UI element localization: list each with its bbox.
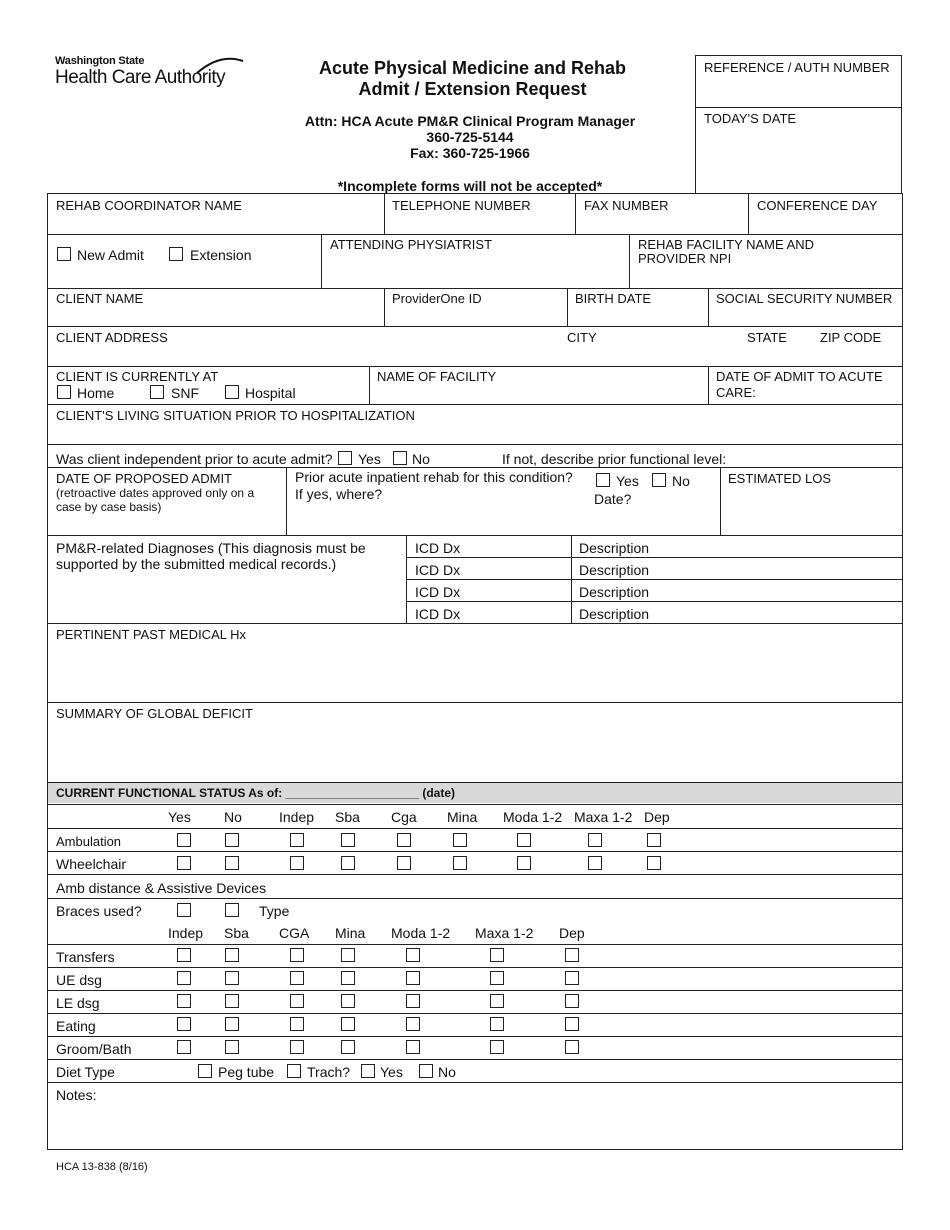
transfers-mina-checkbox[interactable]: [341, 948, 355, 962]
braces-no-checkbox[interactable]: [225, 903, 239, 917]
groom-bath-maxa-checkbox[interactable]: [490, 1040, 504, 1054]
birth-date-field[interactable]: [568, 307, 707, 325]
ue-dsg-label: UE dsg: [56, 972, 102, 988]
ambulation-maxa-checkbox[interactable]: [588, 833, 602, 847]
extension-label: Extension: [190, 247, 252, 263]
amb-distance-label: Amb distance & Assistive Devices: [56, 880, 267, 896]
estimated-los-label: ESTIMATED LOS: [728, 471, 832, 486]
todays-date-label: TODAY'S DATE: [704, 111, 797, 126]
hca-logo: [55, 55, 245, 95]
functional-status-title: CURRENT FUNCTIONAL STATUS As of: ____________________ (date): [56, 786, 456, 800]
ue-dsg-indep-checkbox[interactable]: [177, 971, 191, 985]
medical-hx-field[interactable]: [48, 643, 901, 701]
new-admit-checkbox[interactable]: [57, 247, 71, 261]
col-header: Sba: [335, 809, 360, 825]
birth-date-label: BIRTH DATE: [575, 291, 652, 306]
home-label: Home: [77, 385, 115, 401]
ambulation-mina-checkbox[interactable]: [453, 833, 467, 847]
independent-yes-checkbox[interactable]: [338, 451, 352, 465]
icd-dx-label: ICD Dx: [415, 606, 461, 622]
icd-dx-field[interactable]: [470, 603, 570, 622]
transfers-label: Transfers: [56, 949, 115, 965]
ue-dsg-maxa-checkbox[interactable]: [490, 971, 504, 985]
form-title-line2: Admit / Extension Request: [358, 79, 587, 99]
medical-hx-label: PERTINENT PAST MEDICAL Hx: [56, 627, 246, 642]
peg-tube-label: Peg tube: [218, 1064, 275, 1080]
description-label: Description: [579, 562, 650, 578]
icd-dx-field[interactable]: [470, 559, 570, 578]
ambulation-sba-checkbox[interactable]: [341, 833, 355, 847]
icd-dx-field[interactable]: [470, 581, 570, 600]
description-field[interactable]: [660, 581, 901, 600]
trach-yes-label: Yes: [380, 1064, 403, 1080]
col-header: Yes: [168, 809, 191, 825]
admit-acute-label-1: DATE OF ADMIT TO ACUTE: [716, 369, 883, 384]
estimated-los-field[interactable]: [721, 488, 901, 534]
braces-type-field[interactable]: [295, 900, 901, 920]
icd-dx-field[interactable]: [470, 537, 570, 556]
col-header: Dep: [644, 809, 670, 825]
attending-physiatrist-label: ATTENDING PHYSIATRIST: [330, 237, 493, 252]
conference-day-label: CONFERENCE DAY: [757, 198, 878, 213]
le-dsg-sba-checkbox[interactable]: [225, 994, 239, 1008]
ambulation-dep-checkbox[interactable]: [647, 833, 661, 847]
rehab-facility-field[interactable]: [630, 267, 901, 287]
wheelchair-label: Wheelchair: [56, 856, 127, 872]
client-address-label: CLIENT ADDRESS: [56, 330, 168, 345]
diet-type-label: Diet Type: [56, 1064, 115, 1080]
eating-dep-checkbox[interactable]: [565, 1017, 579, 1031]
ssn-label: SOCIAL SECURITY NUMBER: [716, 291, 893, 306]
wheelchair-moda-checkbox[interactable]: [517, 856, 531, 870]
transfers-sba-checkbox[interactable]: [225, 948, 239, 962]
le-dsg-indep-checkbox[interactable]: [177, 994, 191, 1008]
global-deficit-label: SUMMARY OF GLOBAL DEFICIT: [56, 706, 253, 721]
rehab-facility-label-1: REHAB FACILITY NAME AND: [638, 237, 815, 252]
col-header: Dep: [559, 925, 585, 941]
logo-line1: Washington State: [55, 55, 145, 67]
wheelchair-indep-checkbox[interactable]: [290, 856, 304, 870]
peg-tube-checkbox[interactable]: [198, 1064, 212, 1078]
groom-bath-cga-checkbox[interactable]: [290, 1040, 304, 1054]
prior-rehab-where-field[interactable]: [287, 503, 587, 534]
city-field[interactable]: [560, 346, 740, 365]
trach-no-checkbox[interactable]: [419, 1064, 433, 1078]
groom-bath-mina-checkbox[interactable]: [341, 1040, 355, 1054]
icd-dx-label: ICD Dx: [415, 540, 461, 556]
independent-no-checkbox[interactable]: [393, 451, 407, 465]
description-label: Description: [579, 584, 650, 600]
if-yes-where-label: If yes, where?: [295, 486, 383, 502]
admit-acute-date-field[interactable]: [756, 384, 901, 403]
groom-bath-dep-checkbox[interactable]: [565, 1040, 579, 1054]
retroactive-note-2: case by case basis): [56, 500, 162, 514]
wheelchair-yes-checkbox[interactable]: [177, 856, 191, 870]
client-name-field[interactable]: [48, 307, 383, 325]
form-title-line1: Acute Physical Medicine and Rehab: [318, 58, 627, 78]
prior-rehab-question: Prior acute inpatient rehab for this condition?: [295, 469, 573, 485]
ue-dsg-mina-checkbox[interactable]: [341, 971, 355, 985]
state-field[interactable]: [742, 346, 812, 365]
le-dsg-label: LE dsg: [56, 995, 100, 1011]
eating-indep-checkbox[interactable]: [177, 1017, 191, 1031]
client-address-field[interactable]: [48, 346, 558, 365]
prior-rehab-date-label: Date?: [594, 491, 632, 507]
col-header: Moda 1-2: [391, 925, 451, 941]
col-header: Cga: [391, 809, 417, 825]
eating-maxa-checkbox[interactable]: [490, 1017, 504, 1031]
fax-number-label: FAX NUMBER: [584, 198, 669, 213]
ue-dsg-sba-checkbox[interactable]: [225, 971, 239, 985]
braces-label: Braces used?: [56, 903, 142, 919]
fax-line: Fax: 360-725-1966: [410, 145, 530, 161]
proposed-admit-field[interactable]: [48, 515, 285, 534]
ssn-field[interactable]: [709, 307, 901, 325]
snf-checkbox[interactable]: [150, 385, 164, 399]
admit-acute-label-2: CARE:: [716, 385, 756, 400]
le-dsg-moda-checkbox[interactable]: [406, 994, 420, 1008]
telephone-label: TELEPHONE NUMBER: [392, 198, 531, 213]
col-header: Indep: [279, 809, 315, 825]
rehab-coordinator-field[interactable]: [48, 214, 383, 233]
independent-question: Was client independent prior to acute admit?: [56, 451, 333, 467]
ambulation-label: Ambulation: [56, 834, 122, 849]
eating-label: Eating: [56, 1018, 96, 1034]
prior-rehab-no-checkbox[interactable]: [652, 473, 666, 487]
state-label: STATE: [747, 330, 787, 345]
transfers-cga-checkbox[interactable]: [290, 948, 304, 962]
eating-cga-checkbox[interactable]: [290, 1017, 304, 1031]
braces-yes-checkbox[interactable]: [177, 903, 191, 917]
description-label: Description: [579, 540, 650, 556]
le-dsg-mina-checkbox[interactable]: [341, 994, 355, 1008]
transfers-maxa-checkbox[interactable]: [490, 948, 504, 962]
col-header: No: [224, 809, 242, 825]
trach-no-label: No: [438, 1064, 456, 1080]
description-label: Description: [579, 606, 650, 622]
col-header: Moda 1-2: [503, 809, 563, 825]
currently-at-label: CLIENT IS CURRENTLY AT: [56, 369, 219, 384]
attending-physiatrist-field[interactable]: [322, 254, 628, 287]
col-header: Maxa 1-2: [574, 809, 633, 825]
ue-dsg-dep-checkbox[interactable]: [565, 971, 579, 985]
providerone-id-label: ProviderOne ID: [392, 291, 482, 306]
independent-yes-label: Yes: [358, 451, 381, 467]
diagnoses-label-2: supported by the submitted medical records.): [56, 556, 337, 572]
conference-day-field[interactable]: [749, 214, 901, 233]
groom-bath-label: Groom/Bath: [56, 1041, 132, 1057]
groom-bath-indep-checkbox[interactable]: [177, 1040, 191, 1054]
col-header: Mina: [335, 925, 366, 941]
ambulation-yes-checkbox[interactable]: [177, 833, 191, 847]
wheelchair-no-checkbox[interactable]: [225, 856, 239, 870]
prior-rehab-no-label: No: [672, 473, 690, 489]
client-name-label: CLIENT NAME: [56, 291, 144, 306]
logo-line2: Health Care Authority: [55, 67, 226, 88]
eating-sba-checkbox[interactable]: [225, 1017, 239, 1031]
logo-swoosh-icon: [195, 55, 245, 77]
attn-line: Attn: HCA Acute PM&R Clinical Program Manager: [304, 113, 636, 129]
zip-code-label: ZIP CODE: [820, 330, 882, 345]
prior-functional-level-label: If not, describe prior functional level:: [502, 451, 727, 467]
diagnoses-label-1: PM&R-related Diagnoses (This diagnosis must be: [56, 540, 366, 556]
eating-moda-checkbox[interactable]: [406, 1017, 420, 1031]
notes-label: Notes:: [56, 1087, 97, 1103]
ambulation-moda-checkbox[interactable]: [517, 833, 531, 847]
telephone-field[interactable]: [385, 214, 574, 233]
trach-checkbox[interactable]: [287, 1064, 301, 1078]
living-situation-label: CLIENT'S LIVING SITUATION PRIOR TO HOSPITALIZATION: [56, 408, 415, 423]
col-header: Maxa 1-2: [475, 925, 534, 941]
wheelchair-maxa-checkbox[interactable]: [588, 856, 602, 870]
col-header: CGA: [279, 925, 310, 941]
eating-mina-checkbox[interactable]: [341, 1017, 355, 1031]
ue-dsg-moda-checkbox[interactable]: [406, 971, 420, 985]
description-field[interactable]: [660, 537, 901, 556]
providerone-id-field[interactable]: [385, 307, 566, 325]
transfers-indep-checkbox[interactable]: [177, 948, 191, 962]
transfers-moda-checkbox[interactable]: [406, 948, 420, 962]
ambulation-no-checkbox[interactable]: [225, 833, 239, 847]
prior-rehab-yes-checkbox[interactable]: [596, 473, 610, 487]
living-situation-field[interactable]: [48, 424, 901, 443]
hospital-checkbox[interactable]: [225, 385, 239, 399]
fax-number-field[interactable]: [576, 214, 747, 233]
col-header: Indep: [168, 925, 204, 941]
groom-bath-moda-checkbox[interactable]: [406, 1040, 420, 1054]
ue-dsg-cga-checkbox[interactable]: [290, 971, 304, 985]
wheelchair-cga-checkbox[interactable]: [397, 856, 411, 870]
ambulation-indep-checkbox[interactable]: [290, 833, 304, 847]
wheelchair-sba-checkbox[interactable]: [341, 856, 355, 870]
le-dsg-maxa-checkbox[interactable]: [490, 994, 504, 1008]
amb-distance-field[interactable]: [275, 876, 901, 897]
trach-yes-checkbox[interactable]: [361, 1064, 375, 1078]
prior-rehab-date-field[interactable]: [594, 508, 719, 534]
snf-label: SNF: [171, 385, 199, 401]
form-number: HCA 13-838 (8/16): [56, 1161, 148, 1173]
incomplete-warning: *Incomplete forms will not be accepted*: [337, 178, 603, 194]
wheelchair-mina-checkbox[interactable]: [453, 856, 467, 870]
reference-auth-field[interactable]: [696, 78, 901, 106]
transfers-dep-checkbox[interactable]: [565, 948, 579, 962]
reference-auth-label: REFERENCE / AUTH NUMBER: [704, 60, 890, 75]
rehab-coordinator-label: REHAB COORDINATOR NAME: [56, 198, 242, 213]
notes-field[interactable]: [48, 1104, 901, 1149]
todays-date-field[interactable]: [696, 128, 901, 192]
proposed-admit-label: DATE OF PROPOSED ADMIT: [56, 471, 233, 486]
global-deficit-field[interactable]: [48, 722, 901, 781]
extension-checkbox[interactable]: [169, 247, 183, 261]
new-admit-label: New Admit: [77, 247, 144, 263]
icd-dx-label: ICD Dx: [415, 584, 461, 600]
col-header: Mina: [447, 809, 478, 825]
trach-label: Trach?: [307, 1064, 351, 1080]
independent-no-label: No: [412, 451, 430, 467]
name-of-facility-field[interactable]: [370, 385, 707, 403]
icd-dx-label: ICD Dx: [415, 562, 461, 578]
col-header: Sba: [224, 925, 249, 941]
rehab-facility-label-2: PROVIDER NPI: [638, 251, 732, 266]
retroactive-note-1: (retroactive dates approved only on a: [56, 486, 255, 500]
city-label: CITY: [567, 330, 597, 345]
le-dsg-dep-checkbox[interactable]: [565, 994, 579, 1008]
name-of-facility-label: NAME OF FACILITY: [377, 369, 497, 384]
home-checkbox[interactable]: [57, 385, 71, 399]
description-field[interactable]: [660, 559, 901, 578]
description-field[interactable]: [660, 603, 901, 622]
hospital-label: Hospital: [245, 385, 296, 401]
braces-type-label: Type: [259, 903, 290, 919]
groom-bath-sba-checkbox[interactable]: [225, 1040, 239, 1054]
zip-code-field[interactable]: [814, 346, 901, 365]
ambulation-cga-checkbox[interactable]: [397, 833, 411, 847]
prior-rehab-yes-label: Yes: [616, 473, 639, 489]
phone-line: 360-725-5144: [426, 129, 514, 145]
le-dsg-cga-checkbox[interactable]: [290, 994, 304, 1008]
wheelchair-dep-checkbox[interactable]: [647, 856, 661, 870]
